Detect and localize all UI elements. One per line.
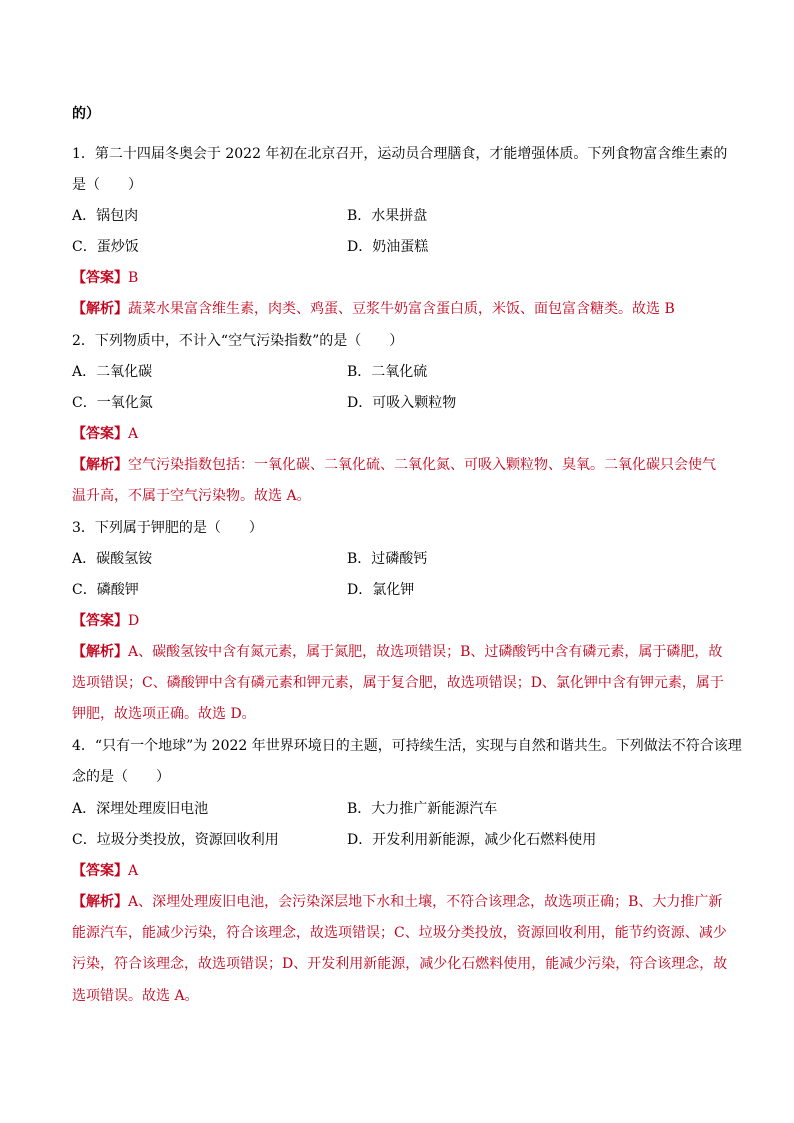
question-stem-line: 3．下列属于钾肥的是（ ） <box>72 520 263 536</box>
question-stem-line: 1．第二十四届冬奥会于 2022 年初在北京召开，运动员合理膳食，才能增强体质。下列食物富含维生素的 <box>72 146 728 162</box>
analysis-text: 能源汽车，能减少污染，符合该理念，故选项错误；C、垃圾分类投放，资源回收利用，能节约资源、减少 <box>72 925 727 941</box>
analysis-text: 钾肥，故选项正确。故选 D。 <box>72 706 256 722</box>
analysis-text: A、碳酸氢铵中含有氮元素，属于氮肥，故选项错误；B、过磷酸钙中含有磷元素，属于磷肥，故 <box>128 644 723 660</box>
question-stem-line: 念的是（ ） <box>72 769 170 785</box>
option-c: C．磷酸钾 <box>72 582 139 598</box>
option-d: D．氯化钾 <box>347 582 415 598</box>
analysis-label: 【解析】 <box>72 301 128 317</box>
answer-value: A <box>128 426 139 442</box>
option-d: D．开发利用新能源，减少化石燃料使用 <box>347 832 597 848</box>
answer-line <box>72 611 139 631</box>
analysis-text: A、深埋处理废旧电池，会污染深层地下水和土壤，不符合该理念，故选项正确；B、大力推广新 <box>128 894 723 910</box>
analysis-line <box>72 455 716 475</box>
answer-value: A <box>128 863 139 879</box>
option-c: C．蛋炒饭 <box>72 239 139 255</box>
option-d: D．可吸入颗粒物 <box>347 395 457 411</box>
answer-label: 【答案】 <box>72 613 128 629</box>
answer-label: 【答案】 <box>72 863 128 879</box>
answer-label: 【答案】 <box>72 426 128 442</box>
option-d: D．奶油蛋糕 <box>347 239 429 255</box>
analysis-text: 蔬菜水果富含维生素，肉类、鸡蛋、豆浆牛奶富含蛋白质，米饭、面包富含糖类。故选 B <box>128 301 675 317</box>
analysis-text: 温升高，不属于空气污染物。故选 A。 <box>72 488 311 504</box>
answer-label: 【答案】 <box>72 270 128 286</box>
analysis-label: 【解析】 <box>72 894 128 910</box>
option-a: A．二氧化碳 <box>72 364 153 380</box>
option-b: B．过磷酸钙 <box>347 551 428 567</box>
answer-value: B <box>128 270 139 286</box>
question-stem-line: 2．下列物质中，不计入“空气污染指数”的是（ ） <box>72 333 404 349</box>
analysis-line <box>72 299 675 319</box>
option-c: C．垃圾分类投放，资源回收利用 <box>72 832 279 848</box>
answer-value: D <box>128 613 140 629</box>
answer-line <box>72 268 138 288</box>
analysis-label: 【解析】 <box>72 457 128 473</box>
option-c: C．一氧化氮 <box>72 395 153 411</box>
analysis-line <box>72 892 722 912</box>
option-b: B．大力推广新能源汽车 <box>347 801 498 817</box>
answer-line <box>72 424 138 444</box>
option-a: A．深埋处理废旧电池 <box>72 801 209 817</box>
header-fragment: 的） <box>72 106 100 122</box>
question-stem-line: 是（ ） <box>72 177 142 193</box>
analysis-text: 污染，符合该理念，故选项错误；D、开发利用新能源，减少化石燃料使用，能减少污染，符合该理念，故 <box>72 956 728 972</box>
option-a: A．碳酸氢铵 <box>72 551 153 567</box>
option-b: B．水果拼盘 <box>347 208 428 224</box>
analysis-text: 选项错误。故选 A。 <box>72 988 199 1004</box>
question-stem-line: 4．“只有一个地球”为 2022 年世界环境日的主题，可持续生活，实现与自然和谐共生。下列做法不符合该理 <box>72 738 742 754</box>
answer-line <box>72 861 138 881</box>
analysis-label: 【解析】 <box>72 644 128 660</box>
analysis-line <box>72 642 722 662</box>
option-b: B．二氧化硫 <box>347 364 428 380</box>
analysis-text: 选项错误；C、磷酸钾中含有磷元素和钾元素，属于复合肥，故选项错误；D、氯化钾中含有钾元素，属于 <box>72 675 724 691</box>
analysis-text: 空气污染指数包括：一氧化碳、二氧化硫、二氧化氮、可吸入颗粒物、臭氧。二氧化碳只会使气 <box>128 457 716 473</box>
option-a: A．锅包肉 <box>72 208 139 224</box>
